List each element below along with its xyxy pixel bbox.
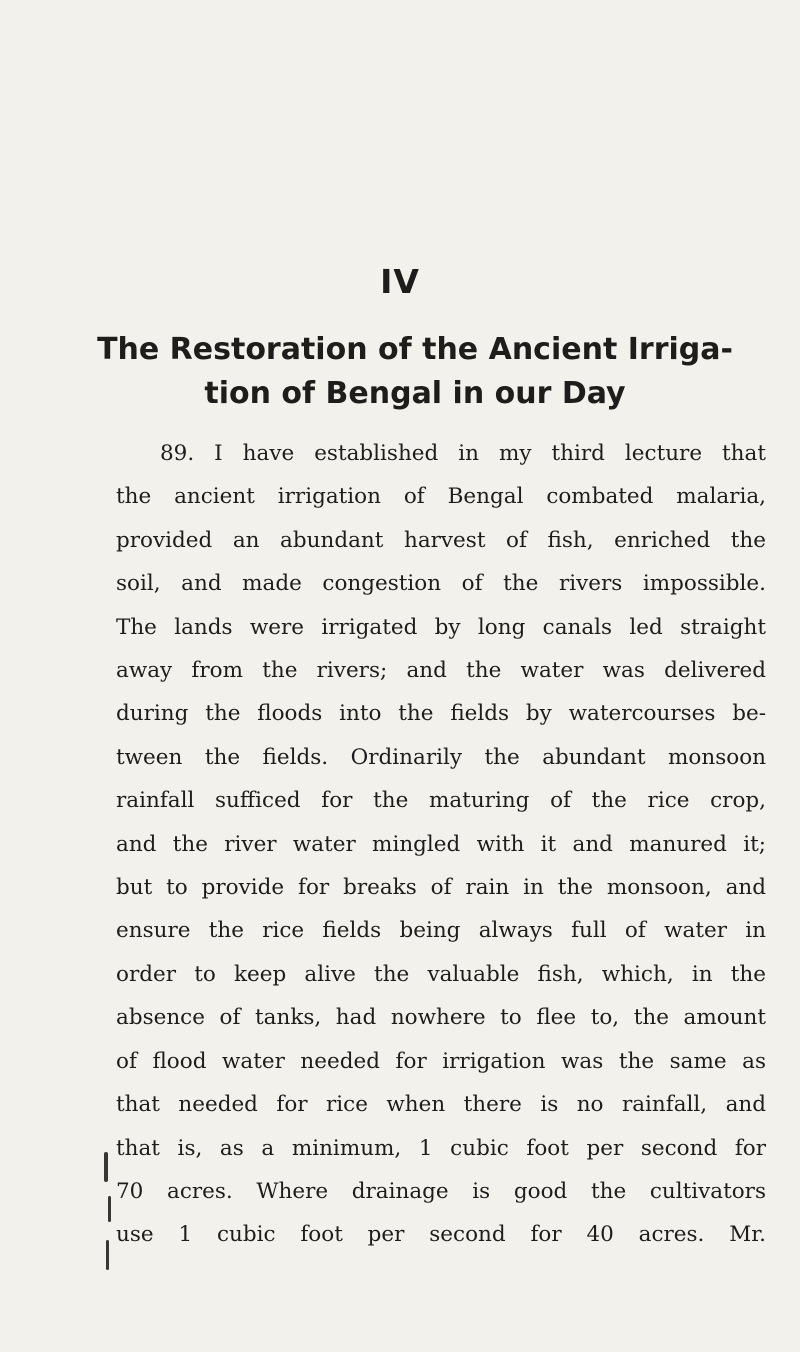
margin-ink-mark (108, 1196, 111, 1222)
text-line: tween the fields. Ordinarily the abundant monsoon (116, 744, 766, 770)
text-line: away from the rivers; and the water was delivered (116, 658, 766, 684)
text-line: the ancient irrigation of Bengal combated malaria, (116, 484, 766, 510)
text-line: soil, and made congestion of the rivers impossible. (116, 571, 766, 597)
chapter-title (90, 328, 740, 416)
text-line: 89. I have established in my third lecture that (160, 441, 766, 466)
margin-ink-mark (106, 1240, 109, 1270)
text-line: of flood water needed for irrigation was the same as (116, 1048, 766, 1074)
text-line: use 1 cubic foot per second for 40 acres. Mr. (116, 1222, 766, 1248)
text-line: and the river water mingled with it and manured it; (116, 831, 766, 857)
text-line: rainfall sufficed for the maturing of the rice crop, (116, 788, 766, 814)
text-line: ensure the rice fields being always full of water in (116, 918, 766, 944)
text-line: absence of tanks, had nowhere to flee to, the amount (116, 1005, 766, 1031)
margin-ink-mark (104, 1152, 108, 1182)
text-line: during the floods into the fields by watercourses be- (116, 701, 766, 727)
text-line: order to keep alive the valuable fish, which, in the (116, 961, 766, 987)
chapter-title-line: tion of Bengal in our Day (204, 376, 626, 411)
paragraph-89 (116, 432, 766, 1257)
chapter-title-line: The Restoration of the Ancient Irriga- (97, 332, 733, 367)
text-line: provided an abundant harvest of fish, enriched the (116, 527, 766, 553)
text-line: that needed for rice when there is no rainfall, and (116, 1092, 766, 1118)
text-line: 70 acres. Where drainage is good the cultivators (116, 1178, 766, 1204)
text-line: that is, as a minimum, 1 cubic foot per second for (116, 1135, 766, 1161)
text-line: but to provide for breaks of rain in the monsoon, and (116, 875, 766, 901)
text-line: The lands were irrigated by long canals led straight (116, 614, 766, 640)
chapter-number: IV (380, 262, 420, 301)
